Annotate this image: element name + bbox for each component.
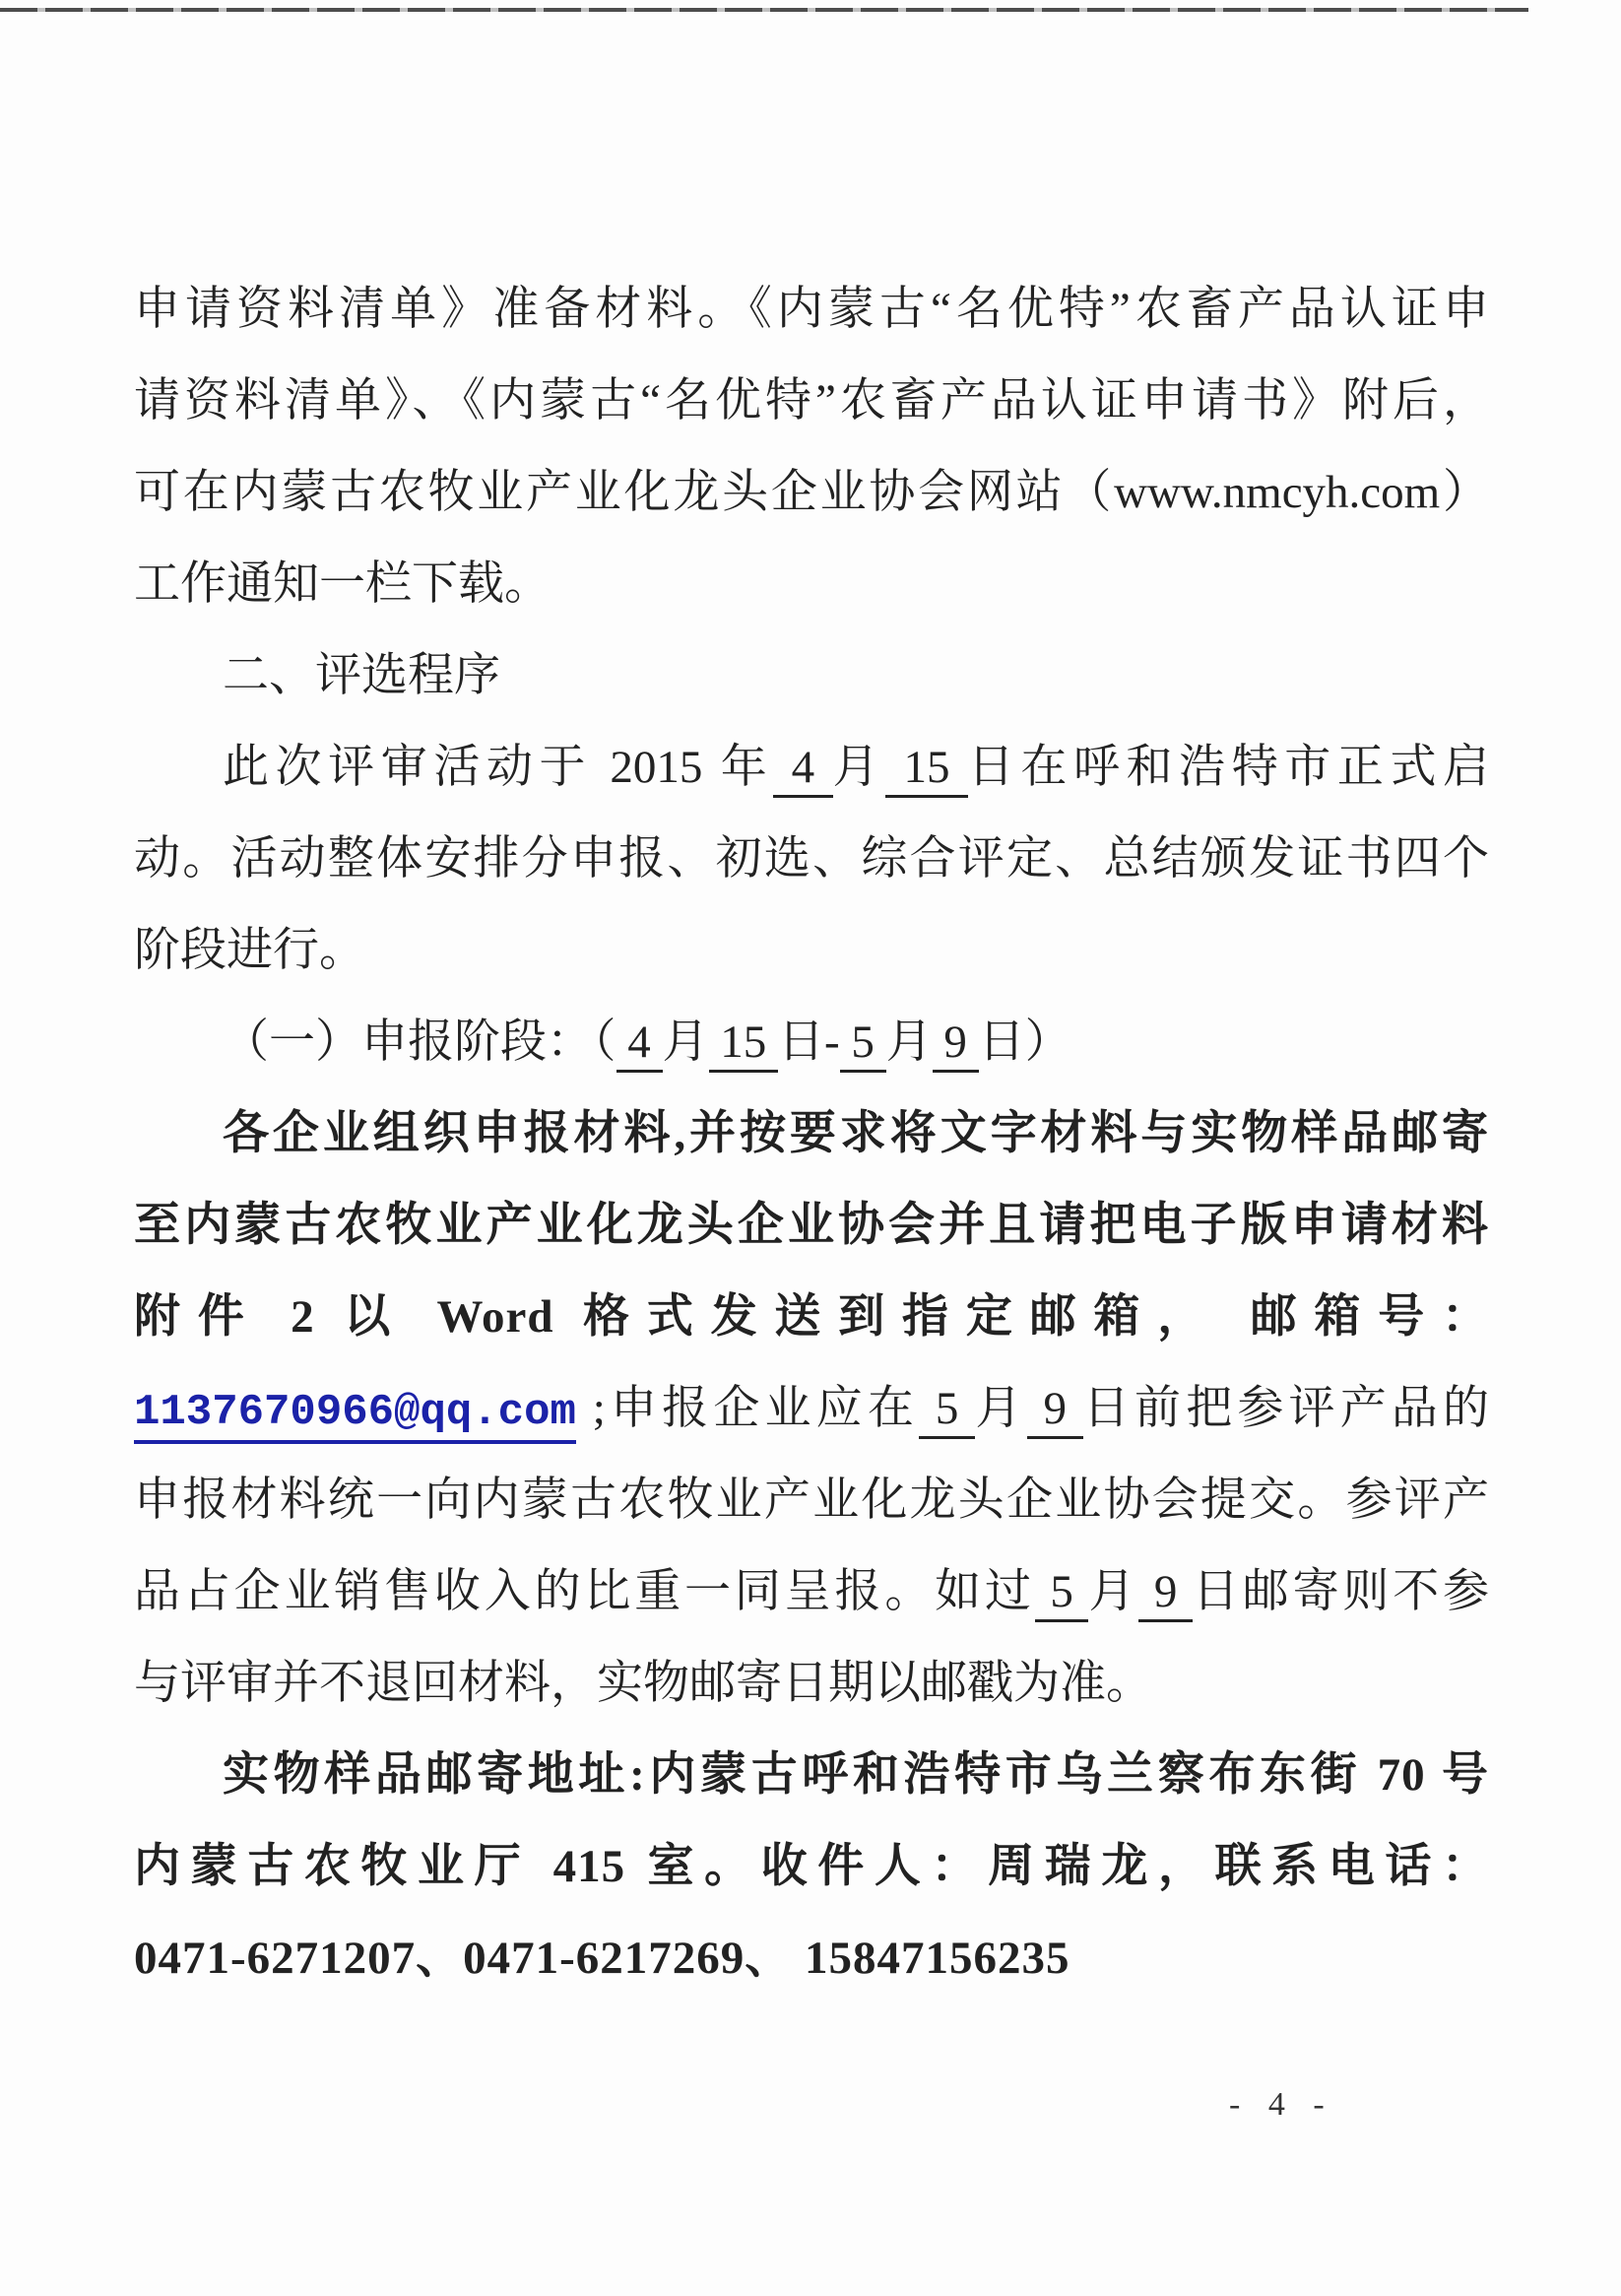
underlined-date-value: 9 <box>1027 1383 1083 1439</box>
text-line-04 <box>134 539 1489 630</box>
text-segment: 申报材料统一向内蒙古农牧业产业化龙头企业协会提交。参评产 <box>134 1475 1489 1526</box>
text-segment: 此次评审活动于 2015 年 <box>223 742 774 793</box>
text-line-18 <box>134 1821 1489 1913</box>
text-line-19 <box>134 1913 1489 2004</box>
text-segment: 各企业组织申报材料,并按要求将文字材料与实物样品邮寄 <box>223 1108 1489 1159</box>
underlined-date-value: 5 <box>840 1017 886 1073</box>
text-segment: 月 <box>975 1383 1027 1434</box>
text-line-01 <box>134 264 1489 356</box>
underlined-date-value: 5 <box>919 1383 975 1439</box>
underlined-date-value: 4 <box>773 742 832 798</box>
text-line-16 <box>134 1638 1489 1730</box>
text-line-13 <box>134 1363 1489 1455</box>
text-segment: 日邮寄则不参 <box>1192 1566 1490 1617</box>
subsection-heading-1 <box>134 997 1489 1088</box>
text-line-14 <box>134 1455 1489 1546</box>
text-segment: 实物样品邮寄地址:内蒙古呼和浩特市乌兰察布东街 70 号 <box>223 1749 1489 1801</box>
text-segment: 日- <box>778 1017 840 1068</box>
underlined-date-value: 9 <box>1138 1566 1193 1622</box>
text-segment: 可在内蒙古农牧业产业化龙头企业协会网站（www.nmcyh.com） <box>134 467 1489 518</box>
text-line-12 <box>134 1272 1489 1363</box>
text-line-10 <box>134 1088 1489 1180</box>
text-segment: 申请资料清单》准备材料。《内蒙古“名优特”农畜产品认证申 <box>134 284 1489 335</box>
text-line-07 <box>134 814 1489 905</box>
underlined-date-value: 15 <box>709 1017 779 1073</box>
underlined-date-value: 5 <box>1035 1566 1089 1622</box>
text-line-15 <box>134 1546 1489 1638</box>
text-segment: 月 <box>662 1017 709 1068</box>
text-line-06 <box>134 722 1489 814</box>
document-body <box>134 264 1489 2004</box>
text-segment: 日前把参评产品的 <box>1082 1383 1490 1434</box>
text-segment: 月 <box>832 742 886 793</box>
text-segment: 动。活动整体安排分申报、初选、综合评定、总结颁发证书四个 <box>134 833 1489 885</box>
text-line-11 <box>134 1180 1489 1272</box>
underlined-date-value: 4 <box>616 1017 663 1073</box>
text-segment: 与评审并不退回材料，实物邮寄日期以邮戳为准。 <box>134 1658 1152 1709</box>
scan-edge-artifact <box>0 8 1528 12</box>
text-segment: 附件 2 以 Word 格式发送到指定邮箱， 邮箱号： <box>134 1291 1489 1343</box>
text-segment: ;申报企业应在 <box>575 1383 920 1434</box>
text-segment: 月 <box>885 1017 933 1068</box>
text-segment: 阶段进行。 <box>134 925 365 976</box>
text-segment: 品占企业销售收入的比重一同呈报。如过 <box>134 1566 1035 1617</box>
page-number: - 4 - <box>1229 2086 1334 2123</box>
text-segment: 0471-6271207、0471-6217269、 15847156235 <box>134 1933 1070 1984</box>
text-segment: （一）申报阶段：（ <box>223 1017 616 1068</box>
text-segment: 日在呼和浩特市正式启 <box>967 742 1490 793</box>
underlined-date-value: 15 <box>885 742 968 798</box>
text-segment: 日） <box>978 1017 1071 1068</box>
text-segment: 工作通知一栏下载。 <box>134 558 551 610</box>
text-segment: 二、评选程序 <box>223 650 500 701</box>
text-segment: 至内蒙古农牧业产业化龙头企业协会并且请把电子版申请材料 <box>134 1200 1489 1251</box>
email-address-link: 1137670966@qq.com <box>134 1388 576 1444</box>
text-segment: 请资料清单》、《内蒙古“名优特”农畜产品认证申请书》附后， <box>134 375 1489 426</box>
text-line-02 <box>134 356 1489 447</box>
text-segment: 内蒙古农牧业厅 415 室。收件人：周瑞龙，联系电话： <box>134 1841 1489 1892</box>
text-line-17 <box>134 1730 1489 1821</box>
section-heading-2 <box>134 630 1489 722</box>
text-line-08 <box>134 905 1489 997</box>
text-segment: 月 <box>1088 1566 1139 1617</box>
text-line-03 <box>134 447 1489 539</box>
underlined-date-value: 9 <box>933 1017 979 1073</box>
